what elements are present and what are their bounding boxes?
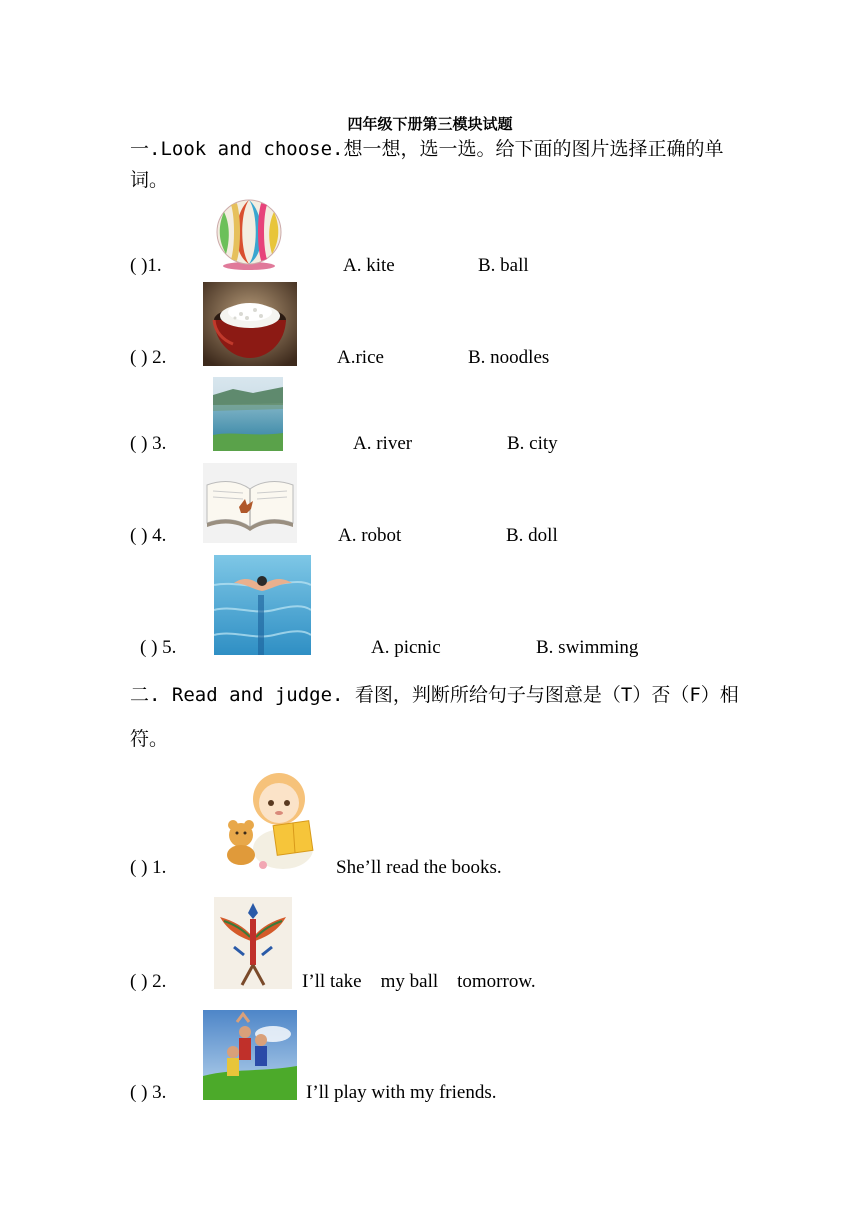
s1-item3-option-a: A. river [353, 433, 413, 454]
kids-on-grass-image [203, 1010, 297, 1100]
s1-item2-option-b: B. noodles [468, 347, 550, 368]
child-reading-image [215, 765, 320, 873]
rice-bowl-image [203, 282, 297, 366]
s1-item5-blank: ( ) 5. [140, 637, 177, 658]
s1-item5-option-b: B. swimming [536, 637, 639, 658]
s2-item3-blank: ( ) 3. [130, 1082, 167, 1103]
s2-item1-blank: ( ) 1. [130, 857, 167, 878]
s1-item4-option-b: B. doll [506, 525, 558, 546]
s1-item5-option-a: A. picnic [371, 637, 441, 658]
s1-item3-blank: ( ) 3. [130, 433, 167, 454]
river-landscape-image [213, 377, 283, 451]
s1-item4-blank: ( ) 4. [130, 525, 167, 546]
swimmer-image [214, 555, 311, 655]
section2-heading: 二. Read and judge. 看图，判断所给句子与图意是（T）否（F）相符。 [130, 684, 739, 750]
s1-item1-blank: ( )1. [130, 255, 162, 276]
beach-ball-image [214, 198, 284, 272]
document-title: 四年级下册第三模块试题 [347, 115, 513, 133]
s2-item1-sentence: She’ll read the books. [336, 857, 502, 878]
section1-heading: 一.Look and choose.想一想，选一选。给下面的图片选择正确的单词。 [130, 138, 724, 191]
s1-item1-option-a: A. kite [343, 255, 395, 276]
s2-item2-blank: ( ) 2. [130, 971, 167, 992]
s1-item2-blank: ( ) 2. [130, 347, 167, 368]
open-book-image [203, 463, 297, 543]
s1-item3-option-b: B. city [507, 433, 558, 454]
s2-item3-sentence: I’ll play with my friends. [306, 1082, 497, 1103]
s2-item2-sentence: I’ll take my ball tomorrow. [302, 971, 536, 992]
s1-item4-option-a: A. robot [338, 525, 402, 546]
s1-item1-option-b: B. ball [478, 255, 529, 276]
s1-item2-option-a: A.rice [337, 347, 384, 368]
bird-kite-image [214, 897, 292, 989]
